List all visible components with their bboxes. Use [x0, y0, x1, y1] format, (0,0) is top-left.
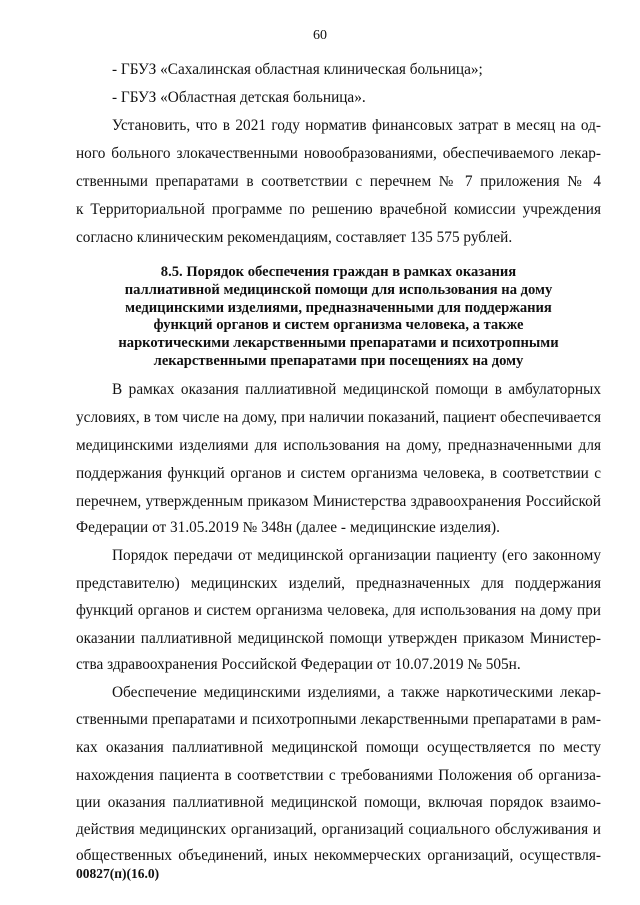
- paragraph-line: Установить, что в 2021 году норматив финансовых затрат в месяц на од-: [112, 117, 601, 134]
- paragraph-line: представителю) медицинских изделий, предназначенных для поддержания: [76, 575, 601, 592]
- paragraph-line: Обеспечение медицинскими изделиями, а также наркотическими лекар-: [112, 684, 601, 701]
- heading-line: наркотическими лекарственными препаратами и психотропными: [118, 335, 559, 352]
- paragraph-line: Порядок передачи от медицинской организации пациенту (его законному: [112, 547, 601, 564]
- document-code: 00827(п)(16.0): [76, 866, 160, 881]
- paragraph-line: ства здравоохранения Российской Федерации от 10.07.2019 № 505н.: [76, 656, 521, 673]
- paragraph-line: ции оказания паллиативной медицинской помощи, включая порядок взаимо-: [76, 794, 601, 811]
- paragraph-line: согласно клиническим рекомендациям, составляет 135 575 рублей.: [76, 229, 513, 246]
- heading-line: функций органов и систем организма человека, а также: [153, 317, 524, 334]
- paragraph-line: общественных объединений, иных некоммерческих организаций, осуществля-: [76, 847, 601, 864]
- paragraph-line: Федерации от 31.05.2019 № 348н (далее - медицинские изделия).: [76, 519, 500, 536]
- heading-line: лекарственными препаратами при посещениях на дому: [153, 352, 524, 369]
- heading-line: медицинскими изделиями, предназначенными для поддержания: [125, 299, 552, 316]
- list-item: - ГБУЗ «Сахалинская областная клиническая больница»;: [112, 61, 483, 78]
- paragraph-line: перечнем, утвержденным приказом Министерства здравоохранения Российской: [76, 493, 601, 510]
- paragraph-line: ственными препаратами в соответствии с перечнем № 7 приложения № 4: [76, 173, 601, 190]
- heading-line: 8.5. Порядок обеспечения граждан в рамках оказания: [160, 264, 517, 280]
- paragraph-line: функций органов и систем организма человека, для использования на дому при: [76, 602, 601, 619]
- paragraph-line: поддержания функций органов и систем организма человека, в соответствии с: [76, 465, 601, 482]
- page-number: 60: [313, 28, 327, 43]
- paragraph-line: нахождения пациента в соответствии с требованиями Положения об организа-: [76, 767, 601, 784]
- section-heading: [76, 264, 601, 371]
- list-item: - ГБУЗ «Областная детская больница».: [112, 89, 366, 106]
- paragraph-line: к Территориальной программе по решению врачебной комиссии учреждения: [76, 201, 601, 218]
- paragraph-line: ках оказания паллиативной медицинской помощи осуществляется по месту: [76, 739, 601, 756]
- paragraph-line: ного больного злокачественными новообразованиями, обеспечиваемого лекар-: [76, 145, 601, 162]
- paragraph-line: В рамках оказания паллиативной медицинской помощи в амбулаторных: [112, 381, 601, 398]
- paragraph-line: ственными препаратами и психотропными лекарственными препаратами в рам-: [76, 711, 601, 728]
- paragraph-line: условиях, в том числе на дому, при наличии показаний, пациент обеспечивается: [76, 409, 601, 426]
- paragraph-line: оказании паллиативной медицинской помощи утвержден приказом Министер-: [76, 630, 601, 647]
- paragraph-line: действия медицинских организаций, организаций социального обслуживания и: [76, 821, 601, 838]
- paragraph-line: медицинскими изделиями для использования на дому, предназначенными для: [76, 437, 601, 454]
- heading-line: паллиативной медицинской помощи для использования на дому: [124, 281, 553, 298]
